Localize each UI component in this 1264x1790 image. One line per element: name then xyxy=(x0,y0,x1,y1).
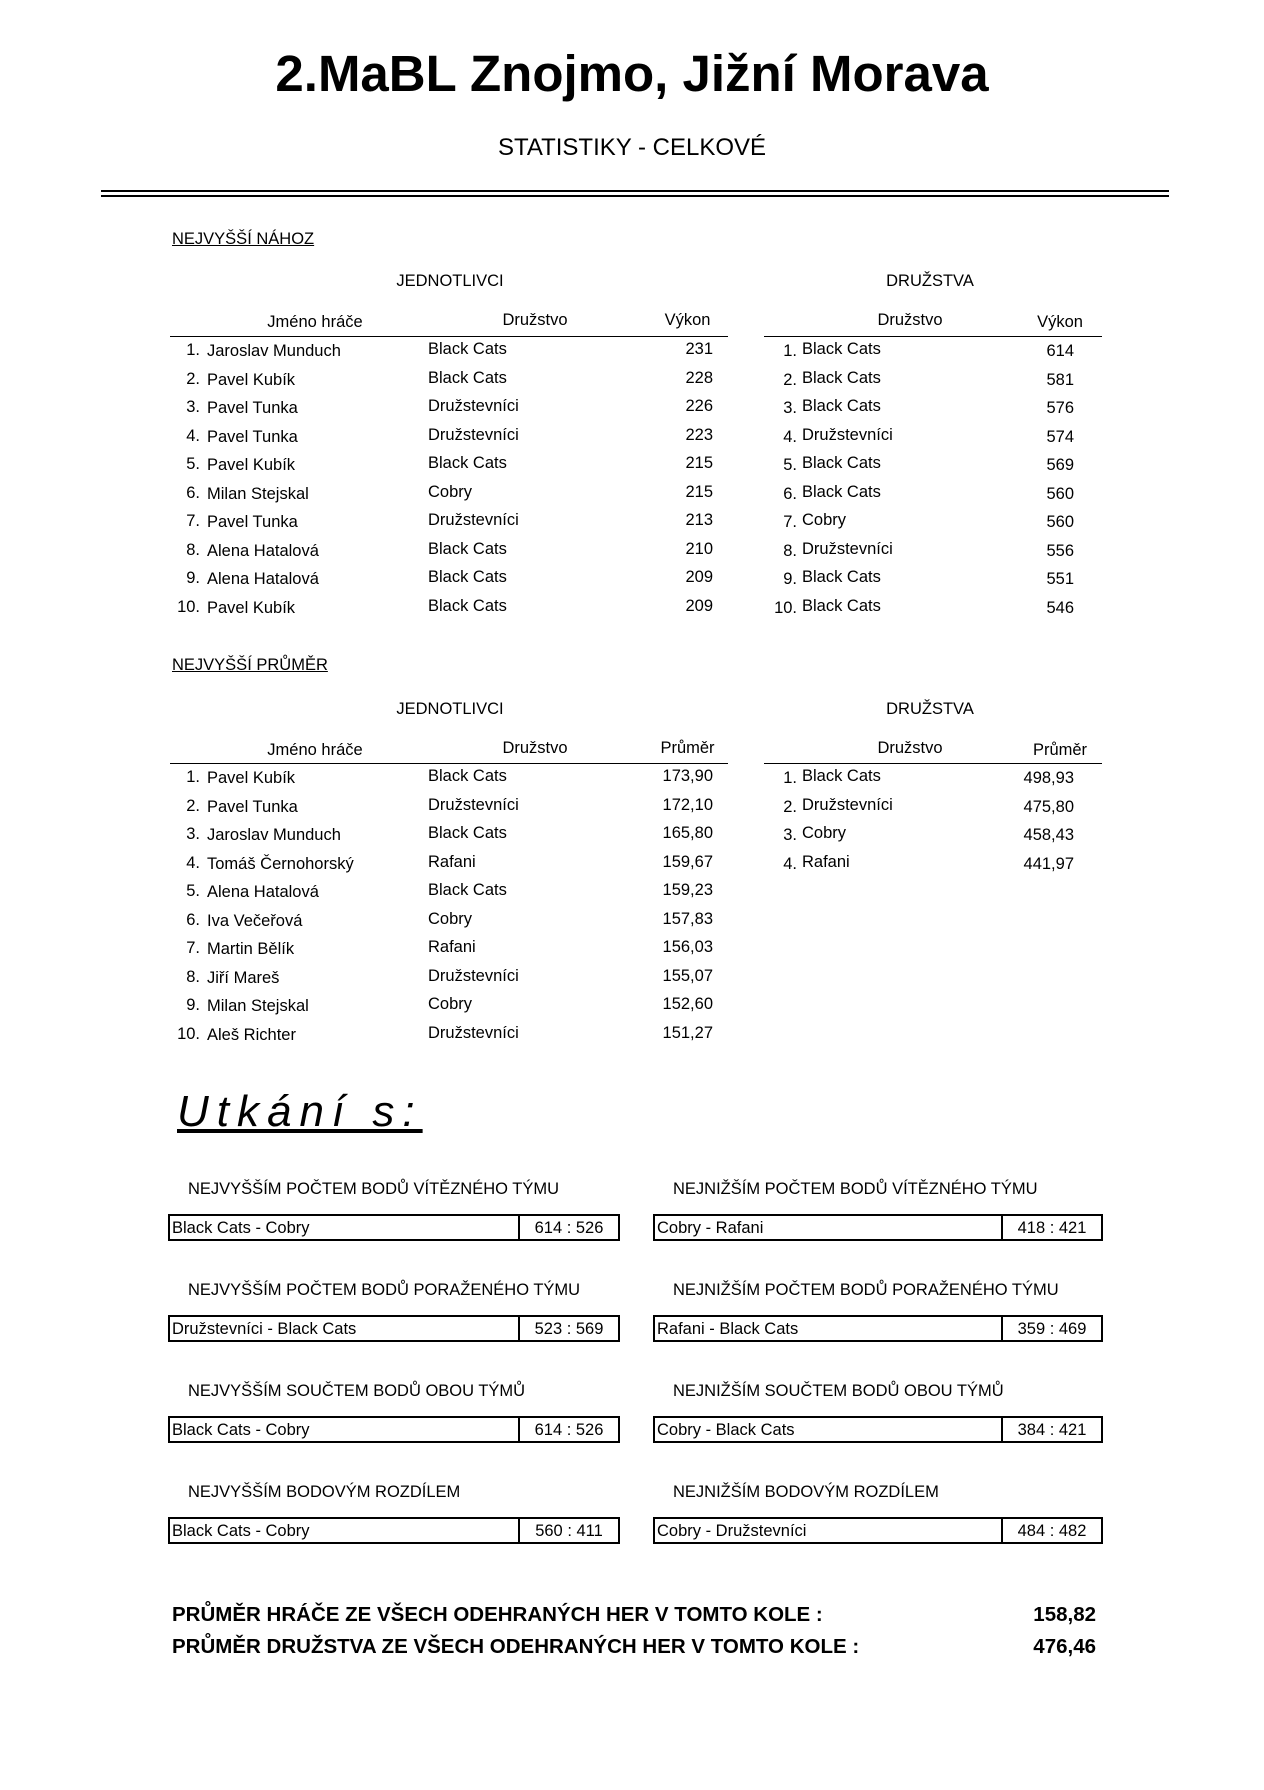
record-score: 384 : 421 xyxy=(1001,1418,1101,1441)
player-value: 210 xyxy=(685,539,713,558)
player-value: 159,23 xyxy=(662,881,713,899)
team-value: 475,80 xyxy=(1023,797,1074,816)
player-name: Alena Hatalová xyxy=(207,541,319,560)
team-name: Black Cats xyxy=(802,596,881,615)
teams-label: DRUŽSTVA xyxy=(886,272,974,290)
player-value: 209 xyxy=(685,568,713,586)
player-value: 151,27 xyxy=(662,1023,713,1042)
player-name: Jaroslav Munduch xyxy=(207,342,341,360)
record-box xyxy=(653,1416,1103,1443)
col-header-team: Družstvo xyxy=(877,311,943,329)
player-name: Pavel Kubík xyxy=(207,598,296,617)
col-header-value: Výkon xyxy=(664,311,711,329)
rank-number: 1. xyxy=(186,341,200,359)
record-match: Black Cats - Cobry xyxy=(172,1421,310,1439)
player-value: 155,07 xyxy=(662,966,713,985)
header-rule xyxy=(170,763,728,764)
team-name: Black Cats xyxy=(802,767,881,785)
col-header-team: Družstvo xyxy=(502,739,568,757)
team-name: Black Cats xyxy=(802,568,881,586)
team-name: Rafani xyxy=(428,938,476,956)
rank-number: 4. xyxy=(783,854,797,873)
rank-number: 4. xyxy=(186,426,200,445)
record-score: 484 : 482 xyxy=(1001,1519,1101,1542)
rank-number: 10. xyxy=(177,1024,200,1043)
player-value: 215 xyxy=(685,454,713,472)
player-value: 173,90 xyxy=(662,767,713,785)
teams-label: DRUŽSTVA xyxy=(886,700,974,718)
team-name: Cobry xyxy=(802,511,847,529)
rank-number: 7. xyxy=(783,513,797,531)
rank-number: 9. xyxy=(186,569,200,587)
team-name: Družstevníci xyxy=(428,966,519,985)
player-name: Pavel Kubík xyxy=(207,769,296,787)
rank-number: 10. xyxy=(177,597,200,616)
team-value: 546 xyxy=(1046,598,1074,617)
record-score: 359 : 469 xyxy=(1001,1317,1101,1340)
col-header-name: Jméno hráče xyxy=(267,313,363,331)
player-name: Tomáš Černohorský xyxy=(207,854,354,873)
team-name: Cobry xyxy=(428,482,473,501)
rank-number: 10. xyxy=(774,598,797,617)
rank-number: 4. xyxy=(783,427,797,446)
team-name: Black Cats xyxy=(802,482,881,501)
record-score: 614 : 526 xyxy=(518,1216,618,1239)
section-heading-throw: NEJVYŠŠÍ NÁHOZ xyxy=(172,230,315,248)
team-name: Black Cats xyxy=(428,454,507,472)
rank-number: 3. xyxy=(783,399,797,417)
player-name: Alena Hatalová xyxy=(207,883,319,901)
record-label: NEJNIŽŠÍM POČTEM BODŮ VÍTĚZNÉHO TÝMU xyxy=(673,1180,1038,1198)
individuals-label: JEDNOTLIVCI xyxy=(396,272,504,290)
team-name: Black Cats xyxy=(802,368,881,387)
rank-number: 7. xyxy=(186,939,200,957)
rank-number: 9. xyxy=(186,996,200,1014)
player-value: 157,83 xyxy=(662,909,713,928)
record-label: NEJNIŽŠÍM POČTEM BODŮ PORAŽENÉHO TÝMU xyxy=(673,1281,1059,1299)
player-value: 209 xyxy=(685,596,713,615)
rank-number: 6. xyxy=(783,484,797,503)
team-name: Cobry xyxy=(428,909,473,928)
header-rule xyxy=(170,336,728,337)
record-box xyxy=(168,1517,620,1544)
team-name: Black Cats xyxy=(428,368,507,387)
record-box xyxy=(653,1214,1103,1241)
team-value: 576 xyxy=(1046,399,1074,417)
rank-number: 2. xyxy=(186,796,200,815)
rank-number: 5. xyxy=(783,456,797,474)
col-header-name: Jméno hráče xyxy=(267,741,363,759)
player-name: Jaroslav Munduch xyxy=(207,826,341,844)
team-name: Družstevníci xyxy=(428,795,519,814)
team-value: 551 xyxy=(1046,570,1074,588)
player-value: 228 xyxy=(685,368,713,387)
team-name: Black Cats xyxy=(802,340,881,358)
team-average-value: 476,46 xyxy=(1033,1635,1096,1658)
record-label: NEJVYŠŠÍM POČTEM BODŮ PORAŽENÉHO TÝMU xyxy=(188,1281,581,1299)
player-value: 156,03 xyxy=(662,938,713,956)
team-name: Black Cats xyxy=(802,397,881,415)
team-value: 581 xyxy=(1046,370,1074,389)
header-rule xyxy=(764,763,1102,764)
team-name: Black Cats xyxy=(428,568,507,586)
rank-number: 5. xyxy=(186,882,200,900)
col-header-value: Průměr xyxy=(1032,741,1088,759)
player-value: 215 xyxy=(685,482,713,501)
team-value: 498,93 xyxy=(1023,769,1074,787)
player-value: 152,60 xyxy=(662,995,713,1013)
header-rule xyxy=(764,336,1102,337)
team-name: Cobry xyxy=(428,995,473,1013)
player-name: Pavel Kubík xyxy=(207,456,296,474)
page-subtitle: STATISTIKY - CELKOVÉ xyxy=(497,134,767,161)
record-match: Cobry - Družstevníci xyxy=(657,1522,807,1540)
team-value: 441,97 xyxy=(1023,854,1074,873)
team-name: Družstevníci xyxy=(802,425,893,444)
player-average-value: 158,82 xyxy=(1033,1603,1096,1626)
player-name: Jiří Mareš xyxy=(207,968,280,987)
record-match: Cobry - Rafani xyxy=(657,1219,764,1237)
team-name: Black Cats xyxy=(802,454,881,472)
rank-number: 1. xyxy=(783,769,797,787)
team-name: Black Cats xyxy=(428,881,507,899)
rank-number: 3. xyxy=(783,826,797,844)
team-value: 614 xyxy=(1046,342,1074,360)
rank-number: 1. xyxy=(783,342,797,360)
matches-heading: Utkání s: xyxy=(177,1087,423,1136)
player-value: 231 xyxy=(685,340,713,358)
rank-number: 8. xyxy=(186,967,200,986)
team-name: Družstevníci xyxy=(428,511,519,529)
team-value: 574 xyxy=(1046,427,1074,446)
col-header-value: Výkon xyxy=(1037,313,1083,331)
record-label: NEJVYŠŠÍM SOUČTEM BODŮ OBOU TÝMŮ xyxy=(188,1382,526,1400)
record-match: Black Cats - Cobry xyxy=(172,1522,310,1540)
rank-number: 1. xyxy=(186,768,200,786)
rank-number: 9. xyxy=(783,570,797,588)
player-average-label: PRŮMĚR HRÁČE ZE VŠECH ODEHRANÝCH HER V TOMTO KOLE : xyxy=(172,1603,823,1626)
team-name: Black Cats xyxy=(428,767,507,785)
record-box xyxy=(168,1214,620,1241)
team-name: Družstevníci xyxy=(428,1023,519,1042)
record-score: 560 : 411 xyxy=(518,1519,618,1542)
player-value: 159,67 xyxy=(662,852,713,871)
rank-number: 3. xyxy=(186,825,200,843)
section-heading-average: NEJVYŠŠÍ PRŮMĚR xyxy=(172,656,328,674)
record-match: Cobry - Black Cats xyxy=(657,1421,795,1439)
team-value: 560 xyxy=(1046,484,1074,503)
team-name: Družstevníci xyxy=(802,795,893,814)
team-average-label: PRŮMĚR DRUŽSTVA ZE VŠECH ODEHRANÝCH HER V TOMTO KOLE : xyxy=(172,1635,860,1658)
rank-number: 7. xyxy=(186,512,200,530)
rank-number: 8. xyxy=(186,540,200,559)
team-name: Cobry xyxy=(802,824,847,842)
record-label: NEJNIŽŠÍM BODOVÝM ROZDÍLEM xyxy=(673,1483,939,1501)
player-value: 165,80 xyxy=(662,824,713,842)
rank-number: 6. xyxy=(186,910,200,929)
team-name: Družstevníci xyxy=(802,539,893,558)
record-label: NEJVYŠŠÍM POČTEM BODŮ VÍTĚZNÉHO TÝMU xyxy=(188,1180,559,1198)
record-box xyxy=(168,1315,620,1342)
team-value: 556 xyxy=(1046,541,1074,560)
team-name: Rafani xyxy=(802,852,850,871)
team-name: Black Cats xyxy=(428,596,507,615)
player-name: Pavel Tunka xyxy=(207,399,298,417)
rank-number: 5. xyxy=(186,455,200,473)
team-name: Black Cats xyxy=(428,539,507,558)
player-name: Pavel Tunka xyxy=(207,427,298,446)
rank-number: 4. xyxy=(186,853,200,872)
rank-number: 2. xyxy=(783,370,797,389)
col-header-team: Družstvo xyxy=(877,739,943,757)
rank-number: 2. xyxy=(783,797,797,816)
record-box xyxy=(168,1416,620,1443)
player-name: Iva Večeřová xyxy=(207,911,303,930)
player-name: Milan Stejskal xyxy=(207,997,309,1015)
player-name: Alena Hatalová xyxy=(207,570,319,588)
team-name: Družstevníci xyxy=(428,425,519,444)
player-name: Martin Bělík xyxy=(207,940,295,958)
team-name: Družstevníci xyxy=(428,397,519,415)
page-title: 2.MaBL Znojmo, Jižní Morava xyxy=(275,45,989,102)
record-score: 523 : 569 xyxy=(518,1317,618,1340)
rank-number: 2. xyxy=(186,369,200,388)
individuals-label: JEDNOTLIVCI xyxy=(396,700,504,718)
player-name: Milan Stejskal xyxy=(207,484,309,503)
player-name: Aleš Richter xyxy=(207,1025,296,1044)
record-label: NEJVYŠŠÍM BODOVÝM ROZDÍLEM xyxy=(188,1483,461,1501)
divider xyxy=(101,190,1169,192)
record-match: Rafani - Black Cats xyxy=(657,1320,799,1338)
team-value: 560 xyxy=(1046,513,1074,531)
player-name: Pavel Kubík xyxy=(207,370,296,389)
rank-number: 3. xyxy=(186,398,200,416)
record-box xyxy=(653,1315,1103,1342)
player-value: 226 xyxy=(685,397,713,415)
team-name: Black Cats xyxy=(428,824,507,842)
player-value: 213 xyxy=(685,511,713,529)
player-name: Pavel Tunka xyxy=(207,513,298,531)
team-value: 458,43 xyxy=(1023,826,1074,844)
col-header-value: Průměr xyxy=(660,739,715,757)
player-name: Pavel Tunka xyxy=(207,797,298,816)
record-score: 614 : 526 xyxy=(518,1418,618,1441)
team-name: Rafani xyxy=(428,852,476,871)
divider xyxy=(101,195,1169,197)
player-value: 172,10 xyxy=(662,795,713,814)
rank-number: 6. xyxy=(186,483,200,502)
team-name: Black Cats xyxy=(428,340,507,358)
team-value: 569 xyxy=(1046,456,1074,474)
record-match: Black Cats - Cobry xyxy=(172,1219,310,1237)
record-match: Družstevníci - Black Cats xyxy=(172,1320,357,1338)
player-value: 223 xyxy=(685,425,713,444)
rank-number: 8. xyxy=(783,541,797,560)
record-label: NEJNIŽŠÍM SOUČTEM BODŮ OBOU TÝMŮ xyxy=(673,1382,1004,1400)
record-score: 418 : 421 xyxy=(1001,1216,1101,1239)
col-header-team: Družstvo xyxy=(502,311,568,329)
record-box xyxy=(653,1517,1103,1544)
